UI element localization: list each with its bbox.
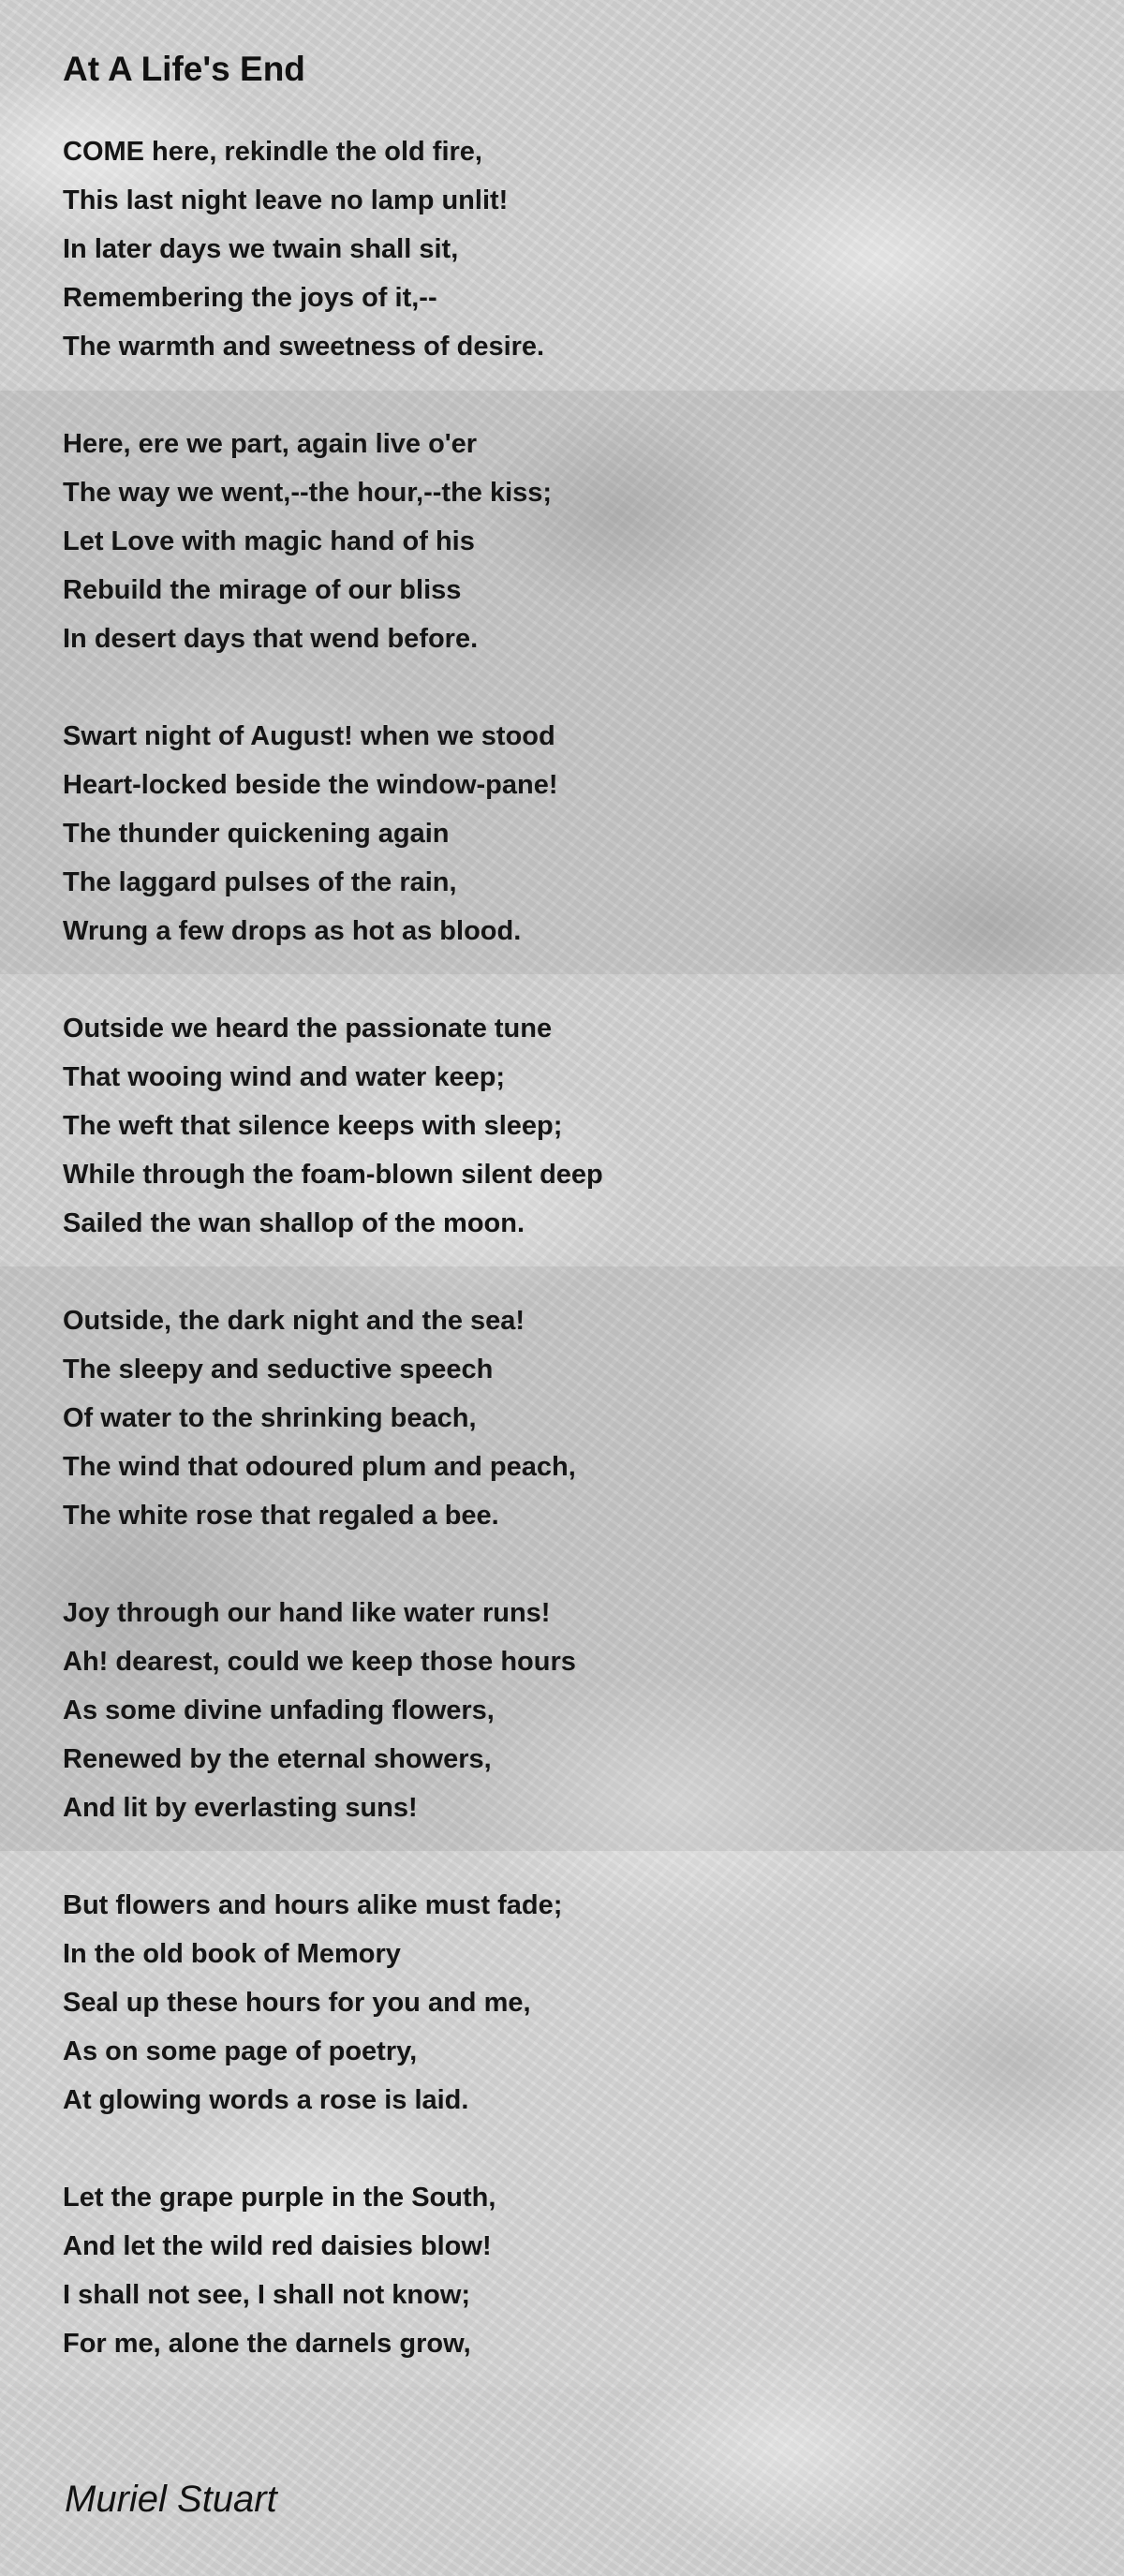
poem-line: Remembering the joys of it,-- xyxy=(63,283,437,313)
poem-line: I shall not see, I shall not know; xyxy=(63,2280,471,2310)
stanza-5 xyxy=(63,1296,1074,1540)
poem-line: COME here, rekindle the old fire, xyxy=(63,137,482,167)
poem-line: The sleepy and seductive speech xyxy=(63,1355,494,1384)
poem-line: This last night leave no lamp unlit! xyxy=(63,185,509,215)
poem-line: Outside, the dark night and the sea! xyxy=(63,1306,525,1336)
stanza-6 xyxy=(63,1589,1074,1832)
stanza-3 xyxy=(63,712,1074,955)
poem-line: Joy through our hand like water runs! xyxy=(63,1598,551,1628)
poem-line: Sailed the wan shallop of the moon. xyxy=(63,1208,525,1238)
stanza-8 xyxy=(63,2173,1074,2368)
poem-line: At glowing words a rose is laid. xyxy=(63,2085,469,2115)
poem-line: In the old book of Memory xyxy=(63,1939,401,1969)
poem-line: Ah! dearest, could we keep those hours xyxy=(63,1647,576,1677)
stanza-2 xyxy=(63,420,1074,663)
poem-line: Let Love with magic hand of his xyxy=(63,526,475,556)
poem-line: The weft that silence keeps with sleep; xyxy=(63,1111,563,1141)
poem-line: Renewed by the eternal showers, xyxy=(63,1744,492,1774)
poem-line: For me, alone the darnels grow, xyxy=(63,2329,471,2359)
poem-line: While through the foam-blown silent deep xyxy=(63,1160,603,1190)
poem-line: Swart night of August! when we stood xyxy=(63,721,555,751)
poem-line: Heart-locked beside the window-pane! xyxy=(63,770,558,800)
poem-title: At A Life's End xyxy=(63,50,305,88)
poem-line: That wooing wind and water keep; xyxy=(63,1062,506,1092)
poem-line: But flowers and hours alike must fade; xyxy=(63,1890,563,1920)
poem-line: The warmth and sweetness of desire. xyxy=(63,332,545,362)
poem-line: Let the grape purple in the South, xyxy=(63,2183,496,2213)
poem-line: In later days we twain shall sit, xyxy=(63,234,459,264)
poem-line: Rebuild the mirage of our bliss xyxy=(63,575,462,605)
poem-line: The way we went,--the hour,--the kiss; xyxy=(63,478,553,508)
poem-line: The wind that odoured plum and peach, xyxy=(63,1452,576,1482)
author-name: Muriel Stuart xyxy=(65,2479,277,2520)
poem-line: And lit by everlasting suns! xyxy=(63,1793,418,1823)
poem-line: The laggard pulses of the rain, xyxy=(63,867,457,897)
poem-line: And let the wild red daisies blow! xyxy=(63,2231,492,2261)
stanza-4 xyxy=(63,1004,1074,1248)
poem-line: The white rose that regaled a bee. xyxy=(63,1501,499,1531)
poem-line: Outside we heard the passionate tune xyxy=(63,1014,553,1044)
poem-line: Wrung a few drops as hot as blood. xyxy=(63,916,522,946)
poem-line: Seal up these hours for you and me, xyxy=(63,1988,531,2018)
poem-line: Of water to the shrinking beach, xyxy=(63,1403,477,1433)
poem-container xyxy=(63,45,1074,2417)
stanza-1 xyxy=(63,127,1074,371)
poem-line: In desert days that wend before. xyxy=(63,624,479,654)
poem-line: As some divine unfading flowers, xyxy=(63,1695,495,1725)
poem-line: Here, ere we part, again live o'er xyxy=(63,429,478,459)
poem-line: As on some page of poetry, xyxy=(63,2036,418,2066)
stanza-7 xyxy=(63,1881,1074,2124)
poem-line: The thunder quickening again xyxy=(63,819,450,849)
